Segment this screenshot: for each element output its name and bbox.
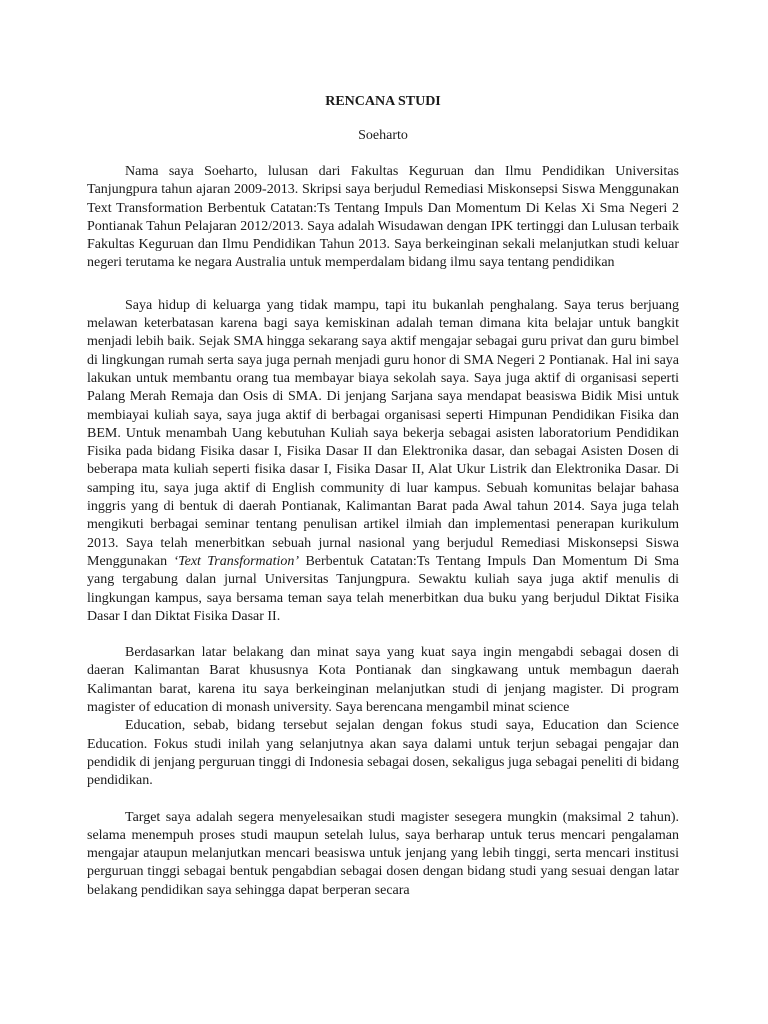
- paragraph-motivation: Berdasarkan latar belakang dan minat saya yang kuat saya ingin mengabdi sebagai dosen di daeran Kalimantan Barat khususnya Kota Pontianak dan singkawang untuk membagun daerah Kalimantan barat, karena itu saya berkeinginan melanjutkan studi di jenjang magister. Di program magister of education di monash university. Saya berencana mengambil minat science: [87, 645, 679, 716]
- paragraph-life-experience-tail: Berbentuk Catatan:Ts Tentang Impuls Dan Momentum Di Sma yang tergabung dalan jurnal Universitas Tanjungpura. Sewaktu kuliah saya juga aktif menulis di lingkungan kampus, saya bersama teman saya telah menerbitkan dua buku yang berjudul Diktat Fisika Dasar I dan Diktat Fisika Dasar II.: [87, 553, 680, 624]
- italic-open-quote: ‘: [173, 553, 179, 569]
- journal-title-italic: [173, 554, 299, 569]
- document-title: RENCANA STUDI: [325, 94, 441, 109]
- paragraph-target: Target saya adalah segera menyelesaikan studi magister sesegera mungkin (maksimal 2 tahun). selama menempuh proses studi maupun setelah lulus, saya berharap untuk terus mencari pengalaman mengajar ataupun melanjutkan mencari beasiswa untuk jenjang yang lebih tinggi, serta mencari institusi perguruan tinggi sebagai bentuk pengabdian sebagai dosen dengan bidang studi yang sesuai dengan latar belakang pendidikan saya sehingga dapat berperan secara: [87, 809, 679, 898]
- paragraph-life-experience: [87, 297, 679, 626]
- italic-journal-text: Text Transformation’: [178, 553, 300, 569]
- paragraph-life-experience-text: Saya hidup di keluarga yang tidak mampu, tapi itu bukanlah penghalang. Saya terus berjuang melawan keterbatasan karena bagi saya kemiskinan adalah teman dimana kita belajar untuk bangkit menjadi lebih baik. Sejak SMA hingga sekarang saya aktif mengajar sebagai guru privat dan guru bimbel di lingkungan rumah serta saya juga pernah menjadi guru honor di SMA Negeri 2 Pontianak. Hal ini saya lakukan untuk membantu orang tua membayar biaya sekolah saya. Saya juga aktif di organisasi seperti Palang Merah Remaja dan Osis di SMA. Di jenjang Sarjana saya mendapat beasiswa Bidik Misi untuk membiayai kuliah saya, saya juga aktif di berbagai organisasi seperti Himpunan Pendidikan Fisika dan BEM. Untuk menambah Uang kebutuhan Kuliah saya bekerja sebagai asisten laboratorium Pendidikan Fisika pada bidang Fisika dasar I, Fisika Dasar II dan Elektronika dasar, dan sebagai Asisten Dosen di beberapa mata kuliah seperti fisika dasar I, Fisika Dasar II, Alat Ukur Listrik dan Elektronika Dasar. Di samping itu, saya juga aktif di English community di luar kampus. Sebuah komunitas belajar bahasa inggris yang di bentuk di daerah Pontianak, Kalimantan Barat pada Awal tahun 2014. Saya juga telah mengikuti berbagai seminar tentang penulisan artikel ilmiah dan implementasi penerapan kurikulum 2013. Saya telah menerbitkan sebuah jurnal nasional yang berjudul Remediasi Miskonsepsi Siswa Menggunakan: [87, 297, 679, 569]
- document-author: Soeharto: [358, 128, 408, 143]
- paragraph-study-focus: Education, sebab, bidang tersebut sejalan dengan fokus studi saya, Education dan Science Education. Fokus studi inilah yang selanjutnya akan saya dalami untuk terjun sebagai pengajar dan pendidik di jenjang perguruan tinggi di Indonesia sebagai dosen, sekaligus juga sebagai peneliti di bidang pendidikan.: [87, 718, 679, 789]
- paragraph-education-background: Nama saya Soeharto, lulusan dari Fakultas Keguruan dan Ilmu Pendidikan Universitas Tanjungpura tahun ajaran 2009-2013. Skripsi saya berjudul Remediasi Miskonsepsi Siswa Menggunakan Text Transformation Berbentuk Catatan:Ts Tentang Impuls Dan Momentum Di Kelas Xi Sma Negeri 2 Pontianak Tahun Pelajaran 2012/2013. Saya adalah Wisudawan dengan IPK tertinggi dan Lulusan terbaik Fakultas Keguruan dan Ilmu Pendidikan Tahun 2013. Saya berkeinginan sekali melanjutkan studi keluar negeri terutama ke negara Australia untuk memperdalam bidang ilmu saya tentang pendidikan: [87, 164, 679, 271]
- document-body: [87, 93, 679, 937]
